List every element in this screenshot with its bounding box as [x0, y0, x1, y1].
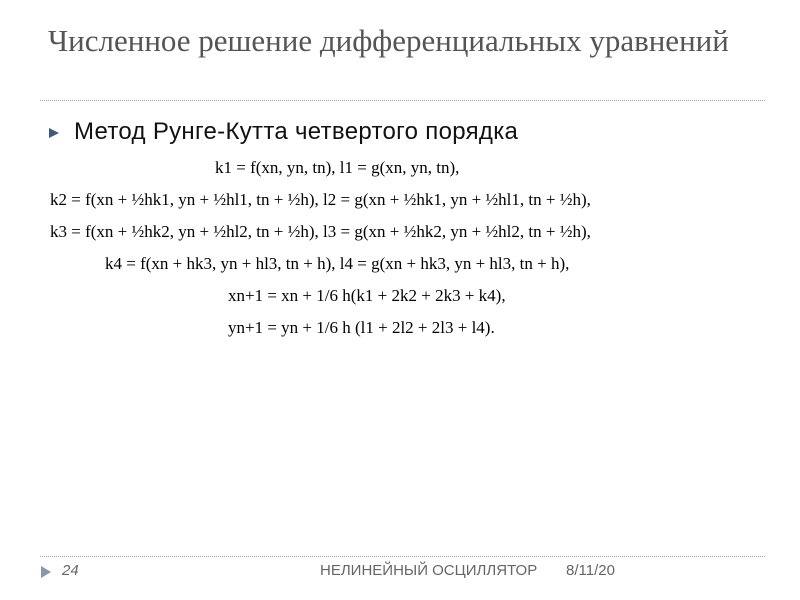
formula-line-2: k2 = f(xn + ½hk1, yn + ½hl1, tn + ½h), l2 = g(xn + ½hk1, yn + ½hl1, tn + ½h), [50, 190, 591, 209]
runge-kutta-formulas [0, 150, 800, 350]
footer-divider [40, 556, 765, 557]
footer-triangle-icon [40, 565, 52, 579]
triangle-bullet-icon [48, 126, 60, 138]
bullet-text: Метод Рунге-Кутта четвертого порядка [74, 118, 519, 145]
formula-line-4: k4 = f(xn + hk3, yn + hl3, tn + h), l4 = g(xn + hk3, yn + hl3, tn + h), [105, 254, 570, 273]
page-number: 24 [62, 562, 79, 579]
bullet-item [48, 118, 518, 146]
footer-title: НЕЛИНЕЙНЫЙ ОСЦИЛЛЯТОР [320, 562, 538, 579]
formula-line-6: yn+1 = yn + 1/6 h (l1 + 2l2 + 2l3 + l4). [228, 318, 495, 337]
title-divider [40, 100, 765, 101]
formula-line-1: k1 = f(xn, yn, tn), l1 = g(xn, yn, tn), [215, 158, 460, 177]
formula-line-3: k3 = f(xn + ½hk2, yn + ½hl2, tn + ½h), l3 = g(xn + ½hk2, yn + ½hl2, tn + ½h), [50, 222, 591, 241]
formula-line-5: xn+1 = xn + 1/6 h(k1 + 2k2 + 2k3 + k4), [228, 286, 506, 305]
footer-date: 8/11/20 [566, 562, 615, 579]
slide-title: Численное решение дифференциальных уравнений [48, 23, 729, 58]
